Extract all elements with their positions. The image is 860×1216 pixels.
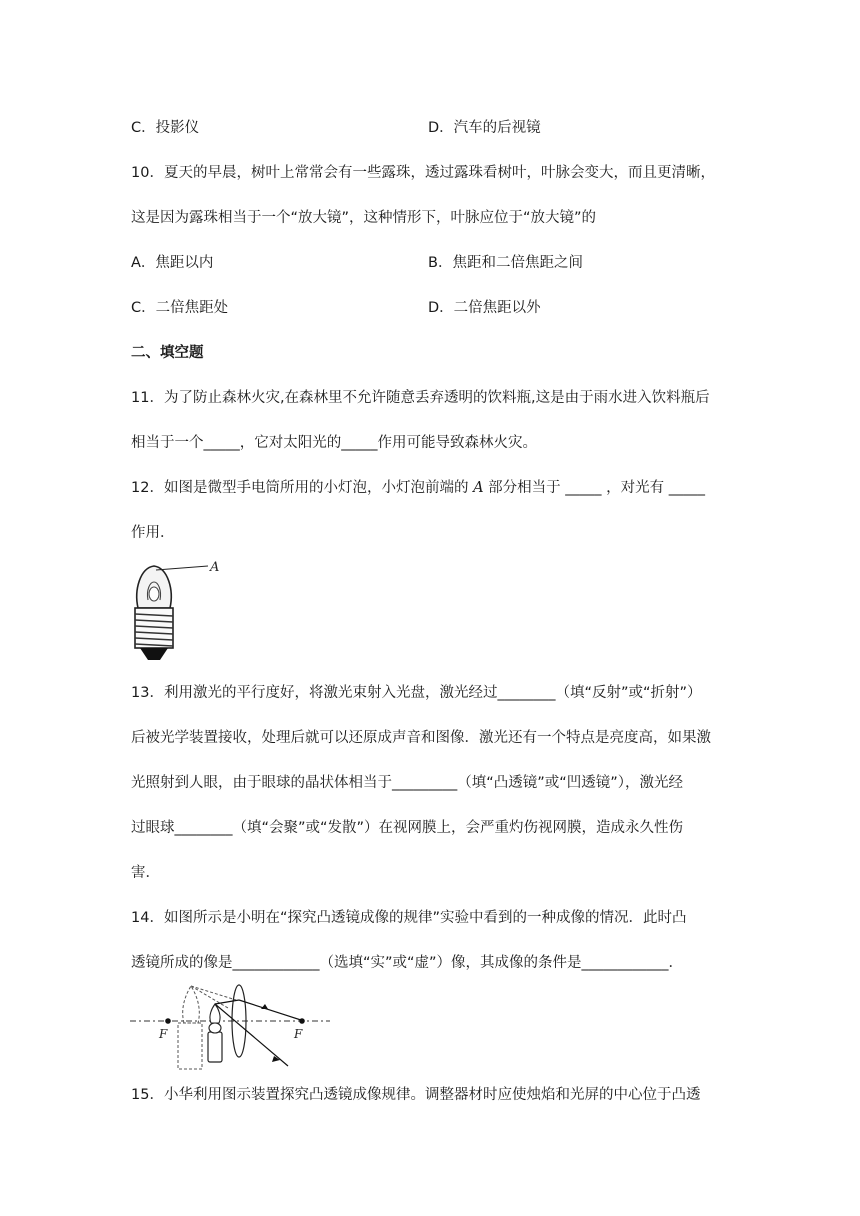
bulb-label-a: A [210,560,220,575]
q12-text-a: 12．如图是微型手电筒所用的小灯泡，小灯泡前端的 [131,480,469,496]
q10-option-d: D．二倍焦距以外 [428,300,541,316]
q12-var-a: A [473,480,484,496]
q10-option-c: C．二倍焦距处 [131,300,229,316]
q13-stem-line3: 光照射到人眼，由于眼球的晶状体相当于_________（填“凸透镜”或“凹透镜”），激光经 [131,775,684,791]
q12-stem-line2: 作用． [131,525,175,541]
q9-option-d: D．汽车的后视镜 [428,120,541,136]
q11-stem-line2: 相当于一个_____，它对太阳光的_____作用可能导致森林火灾。 [131,435,537,451]
q13-stem-line1: 13．利用激光的平行度好，将激光束射入光盘，激光经过________（填“反射”或“折射”） [131,685,702,701]
q14-stem-line1: 14．如图所示是小明在“探究凸透镜成像的规律”实验中看到的一种成像的情况．此时凸 [131,910,687,926]
q10-stem-line1: 10．夏天的早晨，树叶上常常会有一些露珠，透过露珠看树叶，叶脉会变大，而且更清晰， [131,165,715,181]
q13-stem-line5: 害． [131,865,160,881]
focus-right-label: F [294,1027,303,1041]
q10-option-b: B．焦距和二倍焦距之间 [428,255,583,271]
section-heading-fill-blank: 二、填空题 [131,345,204,361]
q10-option-a: A．焦距以内 [131,255,214,271]
q13-stem-line2: 后被光学装置接收，处理后就可以还原成声音和图像．激光还有一个特点是亮度高，如果激 [131,730,711,746]
q12-stem-line1 [131,478,705,498]
q9-option-c: C．投影仪 [131,120,200,136]
focus-left-label: F [159,1027,168,1041]
bulb-figure [128,556,228,666]
q15-stem-line1: 15．小华利用图示装置探究凸透镜成像规律。调整器材时应使烛焰和光屏的中心位于凸透 [131,1087,701,1103]
q14-stem-line2: 透镜所成的像是____________（选填“实”或“虚”）像，其成像的条件是____________． [131,955,684,971]
q12-text-b: 部分相当于 _____ ，对光有 _____ [488,480,705,496]
q11-stem-line1: 11．为了防止森林火灾,在森林里不允许随意丢弃透明的饮料瓶,这是由于雨水进入饮料瓶后 [131,390,710,406]
q10-stem-line2: 这是因为露珠相当于一个“放大镜”，这种情形下，叶脉应位于“放大镜”的 [131,210,597,226]
lens-diagram [128,980,333,1072]
q13-stem-line4: 过眼球________（填“会聚”或“发散”）在视网膜上，会严重灼伤视网膜，造成永久性伤 [131,820,684,836]
